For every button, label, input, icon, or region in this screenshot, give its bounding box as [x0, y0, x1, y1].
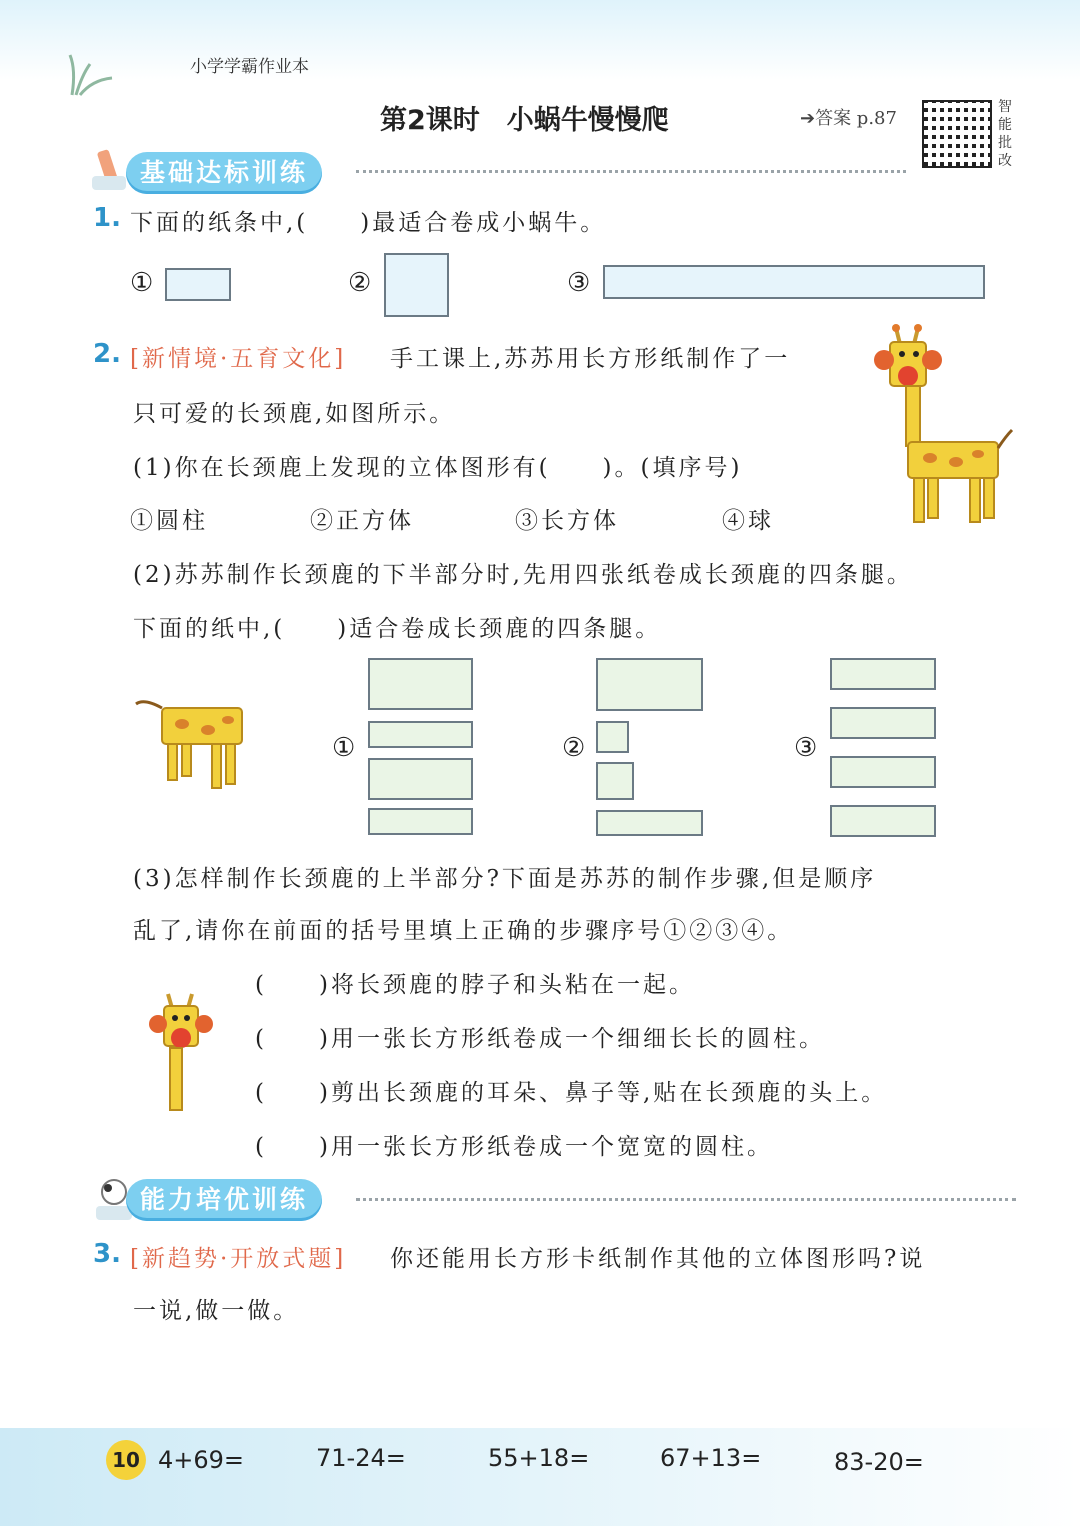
- giraffe-head-illustration: [146, 990, 218, 1114]
- leg-paper: [596, 810, 703, 836]
- question-2-part-2-line-2: 下面的纸中,( )适合卷成长颈鹿的四条腿。: [133, 616, 662, 642]
- math-exercise: 71-24=: [316, 1444, 406, 1472]
- step-4: ( )用一张长方形纸卷成一个宽宽的圆柱。: [255, 1134, 773, 1160]
- step-1: ( )将长颈鹿的脖子和头粘在一起。: [255, 972, 695, 998]
- math-exercise: 67+13=: [660, 1444, 762, 1472]
- qr-label: 智能批改: [998, 99, 1012, 169]
- question-2-part-1: (1)你在长颈鹿上发现的立体图形有( )。(填序号): [133, 455, 743, 481]
- step-2: ( )用一张长方形纸卷成一个细细长长的圆柱。: [255, 1026, 825, 1052]
- leg-paper: [830, 756, 936, 788]
- choice-cube: ②正方体: [310, 508, 414, 534]
- leg-option-label: ③: [794, 733, 818, 763]
- leg-paper: [368, 808, 473, 835]
- leg-paper: [368, 658, 473, 710]
- question-3-number: 3.: [93, 1239, 121, 1269]
- leg-paper: [596, 762, 634, 800]
- leg-paper: [368, 721, 473, 748]
- page-number: 10: [106, 1440, 146, 1480]
- giraffe-illustration: [870, 322, 1020, 527]
- leg-paper: [596, 658, 703, 711]
- choice-cuboid: ③长方体: [515, 508, 619, 534]
- answer-reference[interactable]: ➔答案 p.87: [800, 108, 897, 129]
- question-2-part-3-line-1: (3)怎样制作长颈鹿的上半部分?下面是苏苏的制作步骤,但是顺序: [133, 866, 877, 892]
- section-advanced-label: 能力培优训练: [126, 1179, 322, 1221]
- question-1-text: 下面的纸条中,( )最适合卷成小蜗牛。: [130, 210, 607, 236]
- footer-band: [0, 1428, 1080, 1526]
- q1-strip-3: [603, 265, 985, 299]
- question-1-number: 1.: [93, 203, 121, 233]
- leg-paper: [830, 707, 936, 739]
- plant-icon: [62, 50, 122, 100]
- question-3-text-2: 一说,做一做。: [133, 1298, 300, 1324]
- question-2-text-1: 手工课上,苏苏用长方形纸制作了一: [390, 346, 791, 372]
- leg-paper: [830, 805, 936, 837]
- section-divider: [356, 170, 906, 173]
- header-band: [0, 0, 1080, 80]
- q1-option-label: ③: [567, 268, 591, 298]
- leg-option-label: ①: [332, 733, 356, 763]
- question-2-part-2-line-1: (2)苏苏制作长颈鹿的下半部分时,先用四张纸卷成长颈鹿的四条腿。: [133, 562, 913, 588]
- q1-strip-2: [384, 253, 449, 317]
- math-exercise: 4+69=: [158, 1446, 245, 1474]
- section-basic-label: 基础达标训练: [126, 152, 322, 194]
- leg-paper: [368, 758, 473, 800]
- question-3-tag: [新趋势·开放式题]: [130, 1246, 347, 1272]
- q1-option-label: ①: [130, 268, 154, 298]
- leg-paper: [830, 658, 936, 690]
- question-2-part-3-line-2: 乱了,请你在前面的括号里填上正确的步骤序号①②③④。: [133, 918, 794, 944]
- math-exercise: 83-20=: [834, 1448, 924, 1476]
- question-2-text-2: 只可爱的长颈鹿,如图所示。: [133, 401, 456, 427]
- q1-strip-1: [165, 268, 231, 301]
- section-divider: [356, 1198, 1016, 1201]
- series-title: 小学学霸作业本: [190, 57, 309, 77]
- q1-option-label: ②: [348, 268, 372, 298]
- question-2-tag: [新情境·五育文化]: [130, 346, 347, 372]
- step-3: ( )剪出长颈鹿的耳朵、鼻子等,贴在长颈鹿的头上。: [255, 1080, 888, 1106]
- choice-sphere: ④球: [722, 508, 774, 534]
- choice-cylinder: ①圆柱: [130, 508, 208, 534]
- question-3-text-1: 你还能用长方形卡纸制作其他的立体图形吗?说: [390, 1246, 926, 1272]
- lesson-title: 第2课时 小蜗牛慢慢爬: [380, 105, 669, 136]
- question-2-number: 2.: [93, 339, 121, 369]
- math-exercise: 55+18=: [488, 1444, 590, 1472]
- qr-code-icon[interactable]: [922, 100, 992, 168]
- leg-paper: [596, 721, 629, 753]
- leg-option-label: ②: [562, 733, 586, 763]
- giraffe-body-illustration: [132, 694, 250, 794]
